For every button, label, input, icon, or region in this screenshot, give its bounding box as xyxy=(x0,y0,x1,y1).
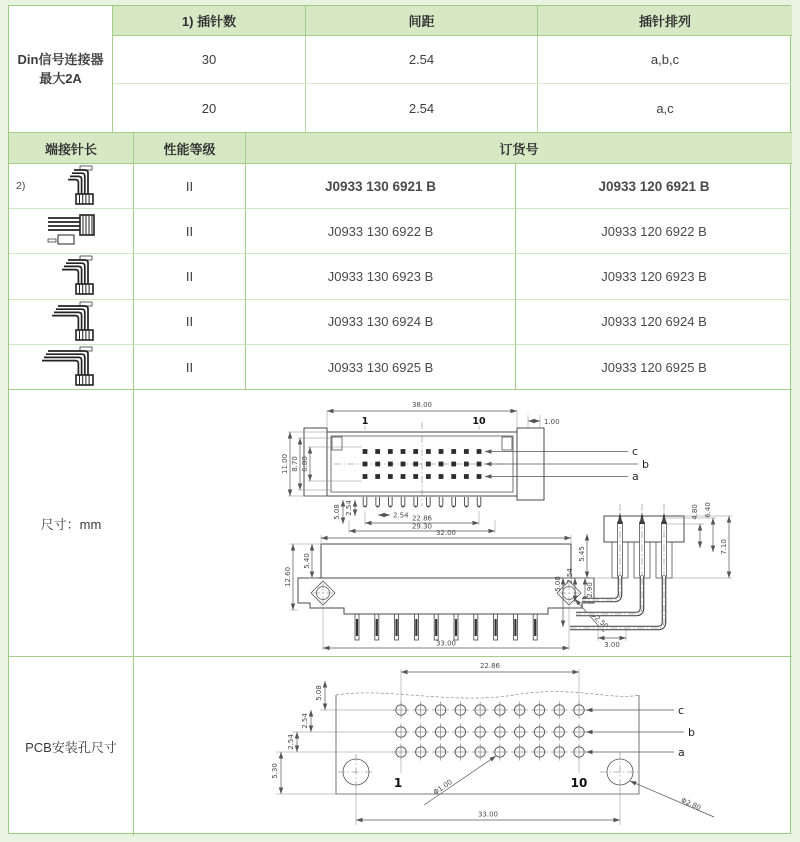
angled-connector-icon xyxy=(36,164,106,208)
svg-text:6.80: 6.80 xyxy=(301,456,309,472)
svg-text:1: 1 xyxy=(393,776,403,790)
svg-text:22.86: 22.86 xyxy=(411,514,433,523)
svg-text:b: b xyxy=(642,458,649,471)
svg-text:4.80: 4.80 xyxy=(691,504,699,520)
svg-text:22.86: 22.86 xyxy=(479,662,501,670)
grade-cell: II xyxy=(134,345,246,390)
svg-text:1.00: 1.00 xyxy=(544,418,560,426)
svg-text:33.00: 33.00 xyxy=(435,639,457,648)
pin-length-cell xyxy=(9,345,134,390)
svg-text:33.00: 33.00 xyxy=(477,810,499,819)
product-rating: 最大2A xyxy=(39,71,82,86)
pin-length-cell xyxy=(9,300,134,345)
order-number-20pin: J0933 120 6925 B xyxy=(601,359,707,375)
order-table xyxy=(9,132,792,389)
svg-text:Φ2.80: Φ2.80 xyxy=(679,796,703,813)
side-view-bent-pins xyxy=(570,576,664,631)
svg-text:5.45: 5.45 xyxy=(578,546,586,562)
svg-text:2.54: 2.54 xyxy=(345,500,353,516)
svg-text:2.54: 2.54 xyxy=(566,568,574,584)
svg-text:a: a xyxy=(678,746,685,759)
svg-text:8.70: 8.70 xyxy=(291,456,299,472)
pin-count-value: 20 xyxy=(113,84,306,132)
order-number-30pin: J0933 130 6922 B xyxy=(246,209,516,254)
pin-count-value: 30 xyxy=(113,36,306,84)
header-pin-count: 1) 插针数 xyxy=(113,6,306,36)
svg-text:29.30: 29.30 xyxy=(411,522,433,531)
front-view-drawing xyxy=(281,401,649,533)
order-number-20pin: J0933 120 6924 B xyxy=(516,300,792,345)
pcb-drawing xyxy=(134,657,792,836)
dimension-drawing-svg xyxy=(134,390,792,657)
svg-text:Φ1.00: Φ1.00 xyxy=(431,778,454,797)
svg-text:5.08: 5.08 xyxy=(333,504,341,520)
datasheet-sheet xyxy=(8,5,791,834)
svg-text:5.08: 5.08 xyxy=(315,685,323,701)
dimensions-label: 尺寸：mm xyxy=(9,390,134,657)
svg-text:c: c xyxy=(632,445,639,458)
angled-connector-icon xyxy=(36,300,106,344)
svg-text:6.40: 6.40 xyxy=(704,502,712,518)
side-view-drawing xyxy=(554,502,732,649)
arrangement-value: a,c xyxy=(656,100,674,116)
svg-text:c: c xyxy=(678,704,685,717)
angled-connector-icon xyxy=(36,254,106,298)
svg-text:7.10: 7.10 xyxy=(720,539,728,555)
header-arrangement: 插针排列 xyxy=(538,6,792,36)
order-number-30pin: J0933 130 6921 B xyxy=(246,164,516,209)
angled-connector-icon xyxy=(36,345,106,389)
pcb-mounting-hole-left xyxy=(338,754,374,790)
pcb-drawing-svg xyxy=(134,657,792,836)
order-number-30pin: J0933 130 6925 B xyxy=(246,345,516,390)
product-name: Din信号连接器 xyxy=(17,51,104,67)
header-grade: 性能等级 xyxy=(134,133,246,164)
pcb-mounting-hole-right xyxy=(600,752,640,792)
svg-text:38.00: 38.00 xyxy=(411,401,433,409)
order-number-30pin: J0933 130 6923 B xyxy=(246,254,516,299)
svg-text:b: b xyxy=(688,726,695,739)
grade-cell: II xyxy=(134,164,246,209)
svg-text:2.90: 2.90 xyxy=(586,582,594,598)
bottom-view-pins xyxy=(355,614,537,640)
spec-table xyxy=(9,6,792,132)
dimensions-section xyxy=(9,389,792,656)
pcb-section xyxy=(9,656,792,835)
pin-length-cell xyxy=(9,254,134,299)
svg-text:5.40: 5.40 xyxy=(303,553,311,569)
svg-text:11.00: 11.00 xyxy=(281,453,289,475)
product-name-cell xyxy=(9,6,113,132)
pitch-value: 2.54 xyxy=(306,84,538,132)
svg-text:2.54: 2.54 xyxy=(393,511,409,520)
header-order-number: 订货号 xyxy=(246,133,792,164)
svg-text:2.54: 2.54 xyxy=(287,734,295,750)
svg-text:10: 10 xyxy=(472,416,486,427)
svg-text:5.30: 5.30 xyxy=(271,763,279,779)
svg-text:2.54: 2.54 xyxy=(301,713,309,729)
straight-connector-icon xyxy=(36,209,106,253)
dimension-drawings xyxy=(134,390,792,657)
header-pin-length: 端接针长 xyxy=(9,133,134,164)
pcb-label: PCB安装孔尺寸 xyxy=(9,657,134,836)
pin-length-cell xyxy=(9,209,134,254)
svg-text:32.00: 32.00 xyxy=(435,529,457,537)
order-number-20pin: J0933 120 6923 B xyxy=(516,254,792,299)
svg-text:Φ2.50: Φ2.50 xyxy=(588,610,610,631)
svg-text:3.00: 3.00 xyxy=(604,641,620,649)
svg-text:10: 10 xyxy=(570,776,588,790)
svg-text:1: 1 xyxy=(361,416,369,427)
pcb-hole-grid xyxy=(393,702,588,761)
order-number-30pin: J0933 130 6924 B xyxy=(246,300,516,345)
svg-text:a: a xyxy=(632,470,639,483)
grade-cell: II xyxy=(134,209,246,254)
header-pitch: 间距 xyxy=(306,6,538,36)
svg-text:12.60: 12.60 xyxy=(284,566,292,588)
svg-text:5.08: 5.08 xyxy=(554,576,562,592)
arrangement-value: a,b,c xyxy=(538,36,792,84)
footnote-marker: 2) xyxy=(16,180,26,193)
order-number-20pin: J0933 120 6922 B xyxy=(516,209,792,254)
pitch-value: 2.54 xyxy=(306,36,538,84)
order-number-20pin: J0933 120 6921 B xyxy=(516,164,792,209)
mounting-hole-left xyxy=(311,581,335,605)
pin-length-cell xyxy=(9,164,134,209)
grade-cell: II xyxy=(134,300,246,345)
grade-cell: II xyxy=(134,254,246,299)
